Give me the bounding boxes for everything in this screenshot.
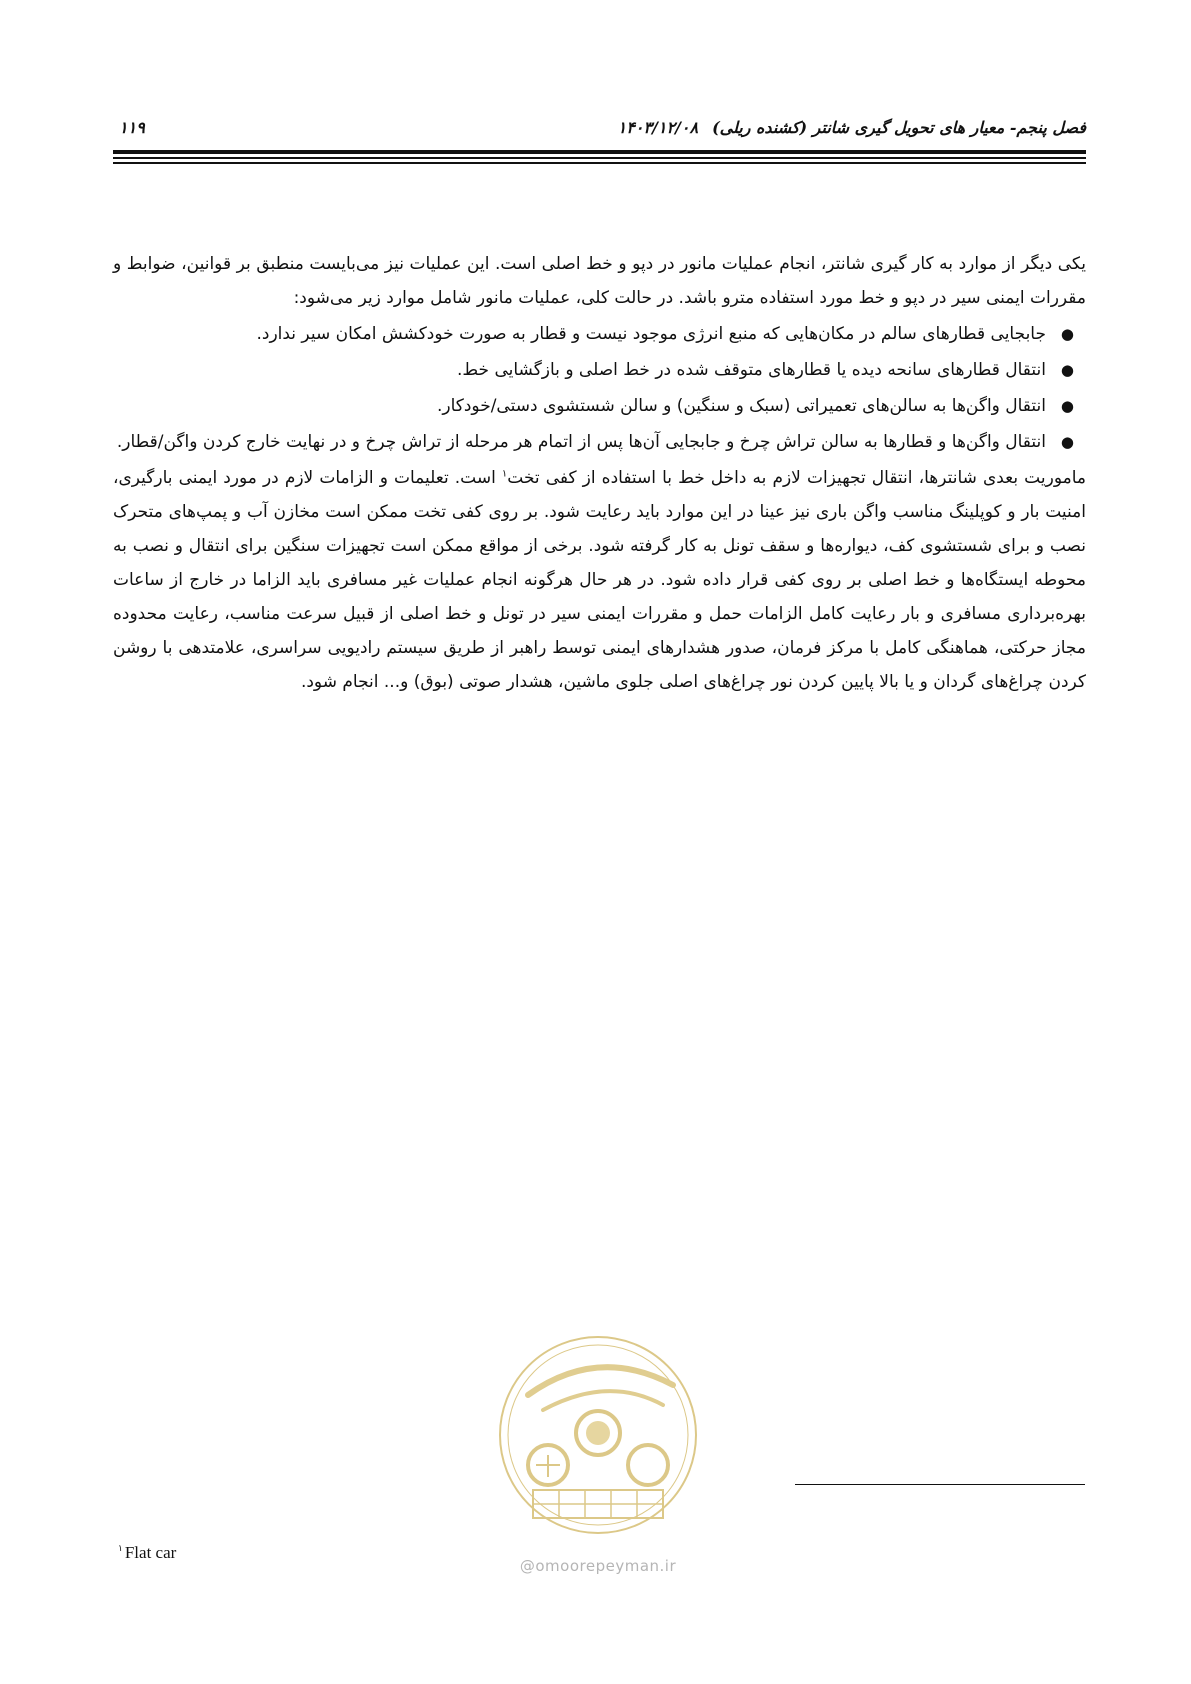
- maneuver-operations-list: [113, 317, 1086, 459]
- footnote-text: Flat car: [124, 1543, 177, 1562]
- paragraph-text: ماموریت بعدی شانترها، انتقال تجهیزات لازم به داخل خط با استفاده از کفی تخت: [507, 468, 1086, 488]
- header-rule-thin: [113, 157, 1086, 159]
- page-header: [119, 118, 1086, 142]
- watermark-logo: [488, 1325, 708, 1565]
- chapter-title-text: فصل پنجم- معیار های تحویل گیری شانتر (کشنده ریلی): [712, 118, 1086, 137]
- bullet-icon: ●: [1060, 433, 1074, 451]
- header-date: ۱۴۰۳/۱۲/۰۸: [617, 118, 699, 137]
- footnote-marker: ۱: [118, 1543, 123, 1554]
- chapter-title: [618, 118, 1086, 137]
- footnote-separator: [795, 1484, 1085, 1485]
- list-item: [113, 353, 1086, 387]
- list-item-text: انتقال قطارهای سانحه دیده یا قطارهای متوقف شده در خط اصلی و بازگشایی خط.: [457, 360, 1046, 380]
- bullet-icon: ●: [1060, 325, 1074, 343]
- watermark-site-url: @omoorepeyman.ir: [519, 1557, 677, 1575]
- bullet-icon: ●: [1060, 361, 1074, 379]
- document-body: [113, 247, 1086, 699]
- list-item: [113, 425, 1086, 459]
- paragraph-intro: یکی دیگر از موارد به کار گیری شانتر، انجام عملیات مانور در دپو و خط اصلی است. این عملیات نیز می‌بایست منطبق بر قوانین، ضوابط و مقررات ایمنی سیر در دپو و خط مورد استفاده مترو باشد. در حالت کلی، عملیات مانور شامل موارد زیر می‌شود:: [113, 254, 1086, 308]
- footnote: [118, 1543, 176, 1563]
- list-item-text: انتقال واگن‌ها به سالن‌های تعمیراتی (سبک و سنگین) و سالن شستشوی دستی/خودکار.: [436, 396, 1046, 416]
- page-number: ۱۱۹: [119, 118, 145, 137]
- list-item: [113, 317, 1086, 351]
- header-rule-thick: [113, 150, 1086, 154]
- paragraph-text: است. تعلیمات و الزامات لازم در مورد ایمنی بارگیری، امنیت بار و کوپلینگ مناسب واگن باری نیز عینا در این موارد باید رعایت شود. بر روی کفی تخت ممکن است مخازن آب و پمپ‌های متحرک نصب و برای شستشوی کف، دیواره‌ها و سقف تونل به کار گرفته شود. برخی از مواقع ممکن است تجهیزات سنگین برای انتقال و نصب به محوطه ایستگاه‌ها و خط اصلی بر روی کفی قرار داده شود. در هر حال هرگونه انجام عملیات غیر مسافری باید الزاما در خارج از ساعات بهره‌برداری مسافری و بار رعایت کامل الزامات حمل و مقررات ایمنی سیر در تونل و خط اصلی از قبیل سرعت مناسب، رعایت محدوده مجاز حرکتی، هماهنگی کامل با مرکز فرمان، صدور هشدارهای ایمنی توسط راهبر از طریق سیستم رادیویی سراسری، علامتدهی با روشن کردن چراغ‌های گردان و یا بالا پایین کردن نور چراغ‌های اصلی جلوی ماشین، هشدار صوتی (بوق) و... انجام شود.: [113, 468, 1086, 692]
- bullet-icon: ●: [1060, 397, 1074, 415]
- list-item-text: انتقال واگن‌ها و قطارها به سالن تراش چرخ و جابجایی آن‌ها پس از اتمام هر مرحله از تراش چرخ و در نهایت خارج کردن واگن/قطار.: [116, 432, 1046, 452]
- gear-icon: [628, 1445, 668, 1485]
- header-rule-thin: [113, 162, 1086, 164]
- paragraph-shunter-mission: [113, 461, 1086, 699]
- list-item-text: جابجایی قطارهای سالم در مکان‌هایی که منبع انرژی موجود نیست و قطار به صورت خودکشش امکان سیر ندارد.: [256, 324, 1046, 344]
- footnote-reference[interactable]: ۱: [501, 468, 508, 480]
- list-item: [113, 389, 1086, 423]
